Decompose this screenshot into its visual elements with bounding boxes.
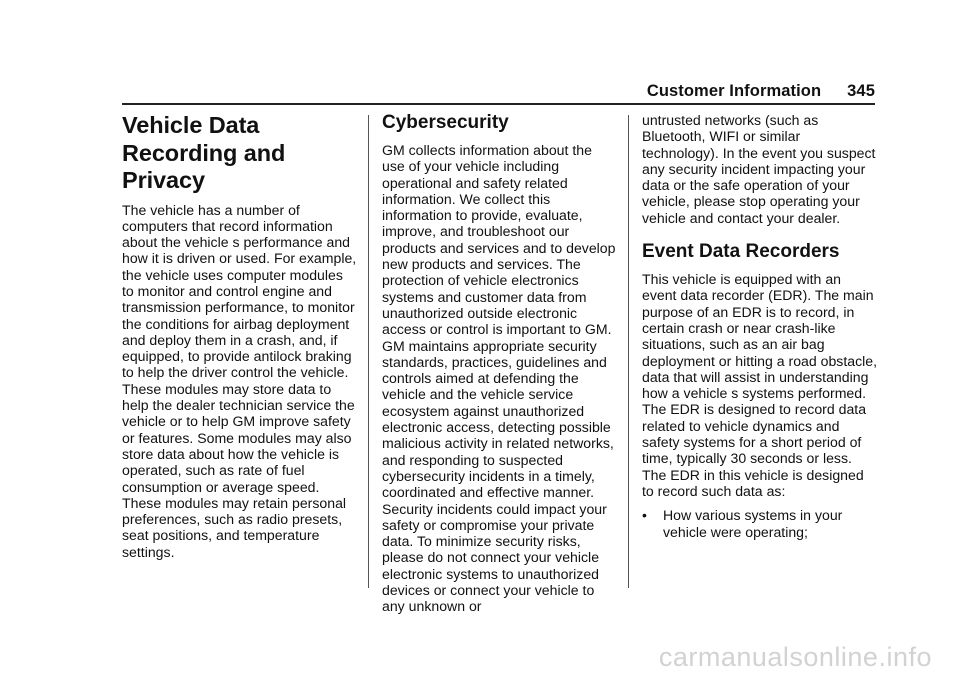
column-2 (382, 112, 618, 615)
bullet-text: How various systems in your vehicle were operating; (663, 507, 843, 540)
vehicle-data-recording-title: Vehicle Data Recording and Privacy (122, 112, 286, 193)
column-divider-1 (368, 115, 369, 588)
page-number: 345 (847, 82, 875, 100)
bullet-item (642, 507, 878, 540)
vehicle-data-recording-paragraph: The vehicle has a number of computers that record information about the vehicle s performance and how it is driven or used. For example, the vehicle uses computer modules to monitor and control engine and transmission performance, to monitor the conditions for airbag deployment and deploy them in a crash, and, if equipped, to provide antilock braking to help the driver control the vehicle. These modules may store data to help the dealer technician service the vehicle or to help GM improve safety or features. Some modules may also store data about how the vehicle is operated, such as rate of fuel consumption or average speed. These modules may retain personal preferences, such as radio presets, seat positions, and temperature settings. (122, 201, 357, 560)
event-data-recorders-heading: Event Data Recorders (642, 241, 840, 263)
cybersecurity-continuation: untrusted networks (such as Bluetooth, WIFI or similar technology). In the event you suspect any security incident impacting your data or the safe operation of your vehicle, please stop operating your vehicle and contact your dealer. (642, 112, 876, 226)
event-data-recorders-paragraph: This vehicle is equipped with an event data recorder (EDR). The main purpose of an EDR is to record, in certain crash or near crash-like situations, such as an air bag deployment or hitting a road obstacle, data that will assist in understanding how a vehicle s systems performed. The EDR is designed to record data related to vehicle dynamics and safety systems for a short period of time, typically 30 seconds or less. The EDR in this vehicle is designed to record such data as: (642, 271, 878, 499)
cybersecurity-paragraph: GM collects information about the use of your vehicle including operational and safety related information. We collect this information to provide, evaluate, improve, and troubleshoot our products and services and to develop new products and services. The protection of vehicle electronics systems and customer data from unauthorized outside electronic access or control is important to GM. GM maintains appropriate security standards, practices, guidelines and controls aimed at defending the vehicle and the vehicle service ecosystem against unauthorized electronic access, detecting possible malicious activity in related networks, and responding to suspected cybersecurity incidents in a timely, coordinated and effective manner. Security incidents could impact your safety or compromise your private data. To minimize security risks, please do not connect your vehicle electronic systems to unauthorized devices or connect your vehicle to any unknown or (382, 142, 616, 615)
bullet-marker: • (642, 507, 647, 524)
column-3 (642, 112, 878, 540)
section-title: Customer Information (646, 82, 822, 100)
watermark: carmanualsonline.info (658, 642, 932, 672)
cybersecurity-heading: Cybersecurity (382, 112, 509, 133)
header-rule (122, 103, 875, 105)
column-divider-2 (628, 115, 629, 588)
column-1 (122, 112, 358, 560)
